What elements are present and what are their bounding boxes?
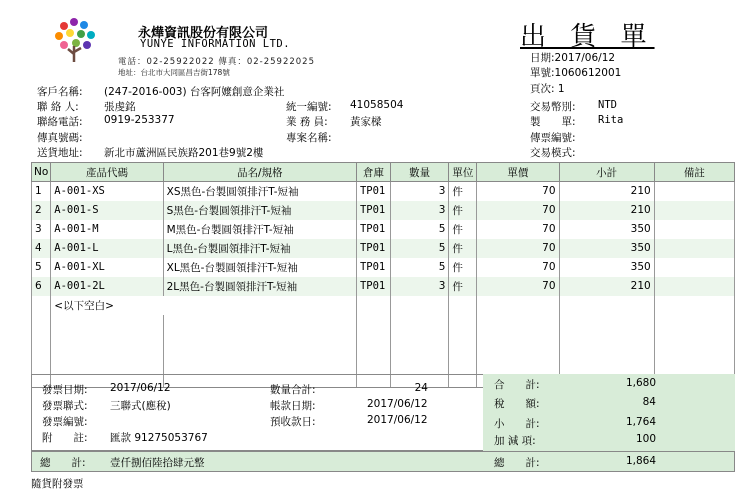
company-logo	[50, 16, 100, 66]
row-note	[654, 239, 734, 258]
col-header-warehouse: 倉庫	[356, 163, 390, 182]
adjust-value: 100	[635, 433, 656, 445]
bill-date-value: 2017/06/12	[367, 398, 428, 410]
row-qty: 3	[390, 182, 448, 201]
qty-total-value: 24	[414, 382, 428, 394]
row-price: 70	[477, 201, 559, 220]
row-code: A-001-2L	[51, 277, 163, 296]
invoice-no-footer-label: 發票編號:	[42, 416, 88, 428]
sales-label: 業 務 員:	[286, 116, 328, 128]
row-subtotal: 350	[559, 239, 654, 258]
row-price: 70	[477, 258, 559, 277]
phone-label: 聯絡電話:	[37, 116, 83, 128]
row-name: 2L黑色-台製圓領排汗T-短袖	[163, 277, 356, 296]
grand-total-label-right: 總 計:	[494, 457, 540, 469]
tax-id-label: 統一編號:	[286, 101, 332, 113]
doc-number: 單號:1060612001	[530, 67, 622, 79]
items-table	[31, 162, 735, 388]
col-header-price: 單價	[477, 163, 559, 182]
qty-total-label: 數量合計:	[270, 384, 316, 396]
tax-id-value: 41058504	[350, 99, 404, 111]
ship-address-label: 送貨地址:	[37, 147, 83, 159]
row-no: 4	[32, 239, 51, 258]
collect-date-label: 預收款日:	[270, 416, 316, 428]
row-qty: 5	[390, 258, 448, 277]
phone-value: 0919-253377	[104, 114, 175, 126]
row-code: A-001-L	[51, 239, 163, 258]
table-row	[32, 258, 735, 277]
col-header-qty: 數量	[390, 163, 448, 182]
bill-date-label: 帳款日期:	[270, 400, 316, 412]
document-title: 出 貨 單	[520, 22, 655, 52]
row-price: 70	[477, 182, 559, 201]
col-header-code: 產品代碼	[51, 163, 163, 182]
subtotal-label: 小 計:	[494, 418, 540, 430]
maker-value: Rita	[598, 114, 624, 126]
table-end-row	[32, 296, 735, 315]
row-no: 1	[32, 182, 51, 201]
subtotal-value: 1,764	[625, 416, 656, 428]
row-price: 70	[477, 239, 559, 258]
row-subtotal: 350	[559, 258, 654, 277]
row-unit: 件	[449, 277, 477, 296]
row-warehouse: TP01	[356, 220, 390, 239]
row-qty: 5	[390, 239, 448, 258]
company-name-cn: 永燁資訊股份有限公司	[138, 26, 269, 41]
currency-label: 交易幣別:	[530, 101, 576, 113]
row-note	[654, 182, 734, 201]
company-name-en: YUNYE INFORMATION LTD.	[140, 38, 291, 50]
sum-value: 1,680	[625, 377, 656, 389]
row-subtotal: 210	[559, 277, 654, 296]
fax-label: 傳真號碼:	[37, 132, 83, 144]
invoice-no-label: 傳票編號:	[530, 132, 576, 144]
contact-label: 聯 絡 人:	[37, 101, 79, 113]
contact-value: 張虔銘	[104, 101, 136, 113]
row-name: XS黑色-台製圓領排汗T-短袖	[163, 182, 356, 201]
col-header-no: No	[32, 163, 51, 182]
invoice-type-value: 三聯式(應稅)	[110, 400, 171, 412]
grand-total-words: 壹仟捌佰陸拾肆元整	[110, 457, 205, 469]
company-address: 地址：台北市大同區昌吉街178號	[118, 68, 230, 77]
bottom-note: 隨貨附發票	[31, 478, 84, 490]
row-unit: 件	[449, 220, 477, 239]
row-code: A-001-XL	[51, 258, 163, 277]
table-row	[32, 220, 735, 239]
remark-value: 匯款 91275053767	[110, 432, 208, 444]
row-subtotal: 210	[559, 201, 654, 220]
customer-name-label: 客戶名稱:	[37, 86, 83, 98]
grand-total-value: 1,864	[625, 455, 656, 467]
company-logo-tree-icon	[55, 18, 95, 62]
customer-name: (247-2016-003) 台客阿嬤創意企業社	[104, 86, 285, 98]
row-no: 2	[32, 201, 51, 220]
company-tel-fax: 電話：02-25922022 傳真：02-25922025	[118, 57, 315, 67]
row-unit: 件	[449, 258, 477, 277]
row-qty: 5	[390, 220, 448, 239]
row-qty: 3	[390, 201, 448, 220]
tax-value: 84	[642, 396, 656, 408]
col-header-note: 備註	[654, 163, 734, 182]
col-header-unit: 單位	[449, 163, 477, 182]
row-code: A-001-S	[51, 201, 163, 220]
remark-label: 附 註:	[42, 432, 88, 444]
table-row	[32, 201, 735, 220]
invoice-date-label: 發票日期:	[42, 384, 88, 396]
row-unit: 件	[449, 239, 477, 258]
col-header-name: 品名/規格	[163, 163, 356, 182]
table-row	[32, 182, 735, 201]
invoice-type-label: 發票聯式:	[42, 400, 88, 412]
collect-date-value: 2017/06/12	[367, 414, 428, 426]
row-qty: 3	[390, 277, 448, 296]
doc-date: 日期:2017/06/12	[530, 52, 616, 64]
doc-page: 頁次: 1	[530, 83, 565, 95]
table-header-row	[32, 163, 735, 182]
grand-total-label: 總 計:	[40, 457, 86, 469]
row-warehouse: TP01	[356, 258, 390, 277]
table-end-marker: <以下空白>	[51, 296, 357, 315]
sales-value: 黃家樑	[350, 116, 382, 128]
row-price: 70	[477, 220, 559, 239]
row-name: L黑色-台製圓領排汗T-短袖	[163, 239, 356, 258]
row-name: S黑色-台製圓領排汗T-短袖	[163, 201, 356, 220]
row-warehouse: TP01	[356, 239, 390, 258]
row-warehouse: TP01	[356, 182, 390, 201]
row-no: 6	[32, 277, 51, 296]
tax-label: 稅 額:	[494, 398, 540, 410]
invoice-date-value: 2017/06/12	[110, 382, 171, 394]
row-subtotal: 350	[559, 220, 654, 239]
row-name: M黑色-台製圓領排汗T-短袖	[163, 220, 356, 239]
row-unit: 件	[449, 201, 477, 220]
adjust-label: 加 減 項:	[494, 435, 536, 447]
table-row	[32, 239, 735, 258]
row-note	[654, 277, 734, 296]
col-header-subtotal: 小計	[559, 163, 654, 182]
ship-address-value: 新北市蘆洲區民族路201巷9號2樓	[104, 147, 264, 159]
row-note	[654, 201, 734, 220]
row-note	[654, 258, 734, 277]
trade-mode-label: 交易模式:	[530, 147, 576, 159]
table-row	[32, 277, 735, 296]
row-code: A-001-M	[51, 220, 163, 239]
row-no: 3	[32, 220, 51, 239]
row-price: 70	[477, 277, 559, 296]
row-unit: 件	[449, 182, 477, 201]
row-warehouse: TP01	[356, 277, 390, 296]
sum-label: 合 計:	[494, 379, 540, 391]
row-no: 5	[32, 258, 51, 277]
row-code: A-001-XS	[51, 182, 163, 201]
row-note	[654, 220, 734, 239]
row-name: XL黑色-台製圓領排汗T-短袖	[163, 258, 356, 277]
row-subtotal: 210	[559, 182, 654, 201]
project-label: 專案名稱:	[286, 132, 332, 144]
currency-value: NTD	[598, 99, 617, 111]
maker-label: 製 單:	[530, 116, 576, 128]
row-warehouse: TP01	[356, 201, 390, 220]
